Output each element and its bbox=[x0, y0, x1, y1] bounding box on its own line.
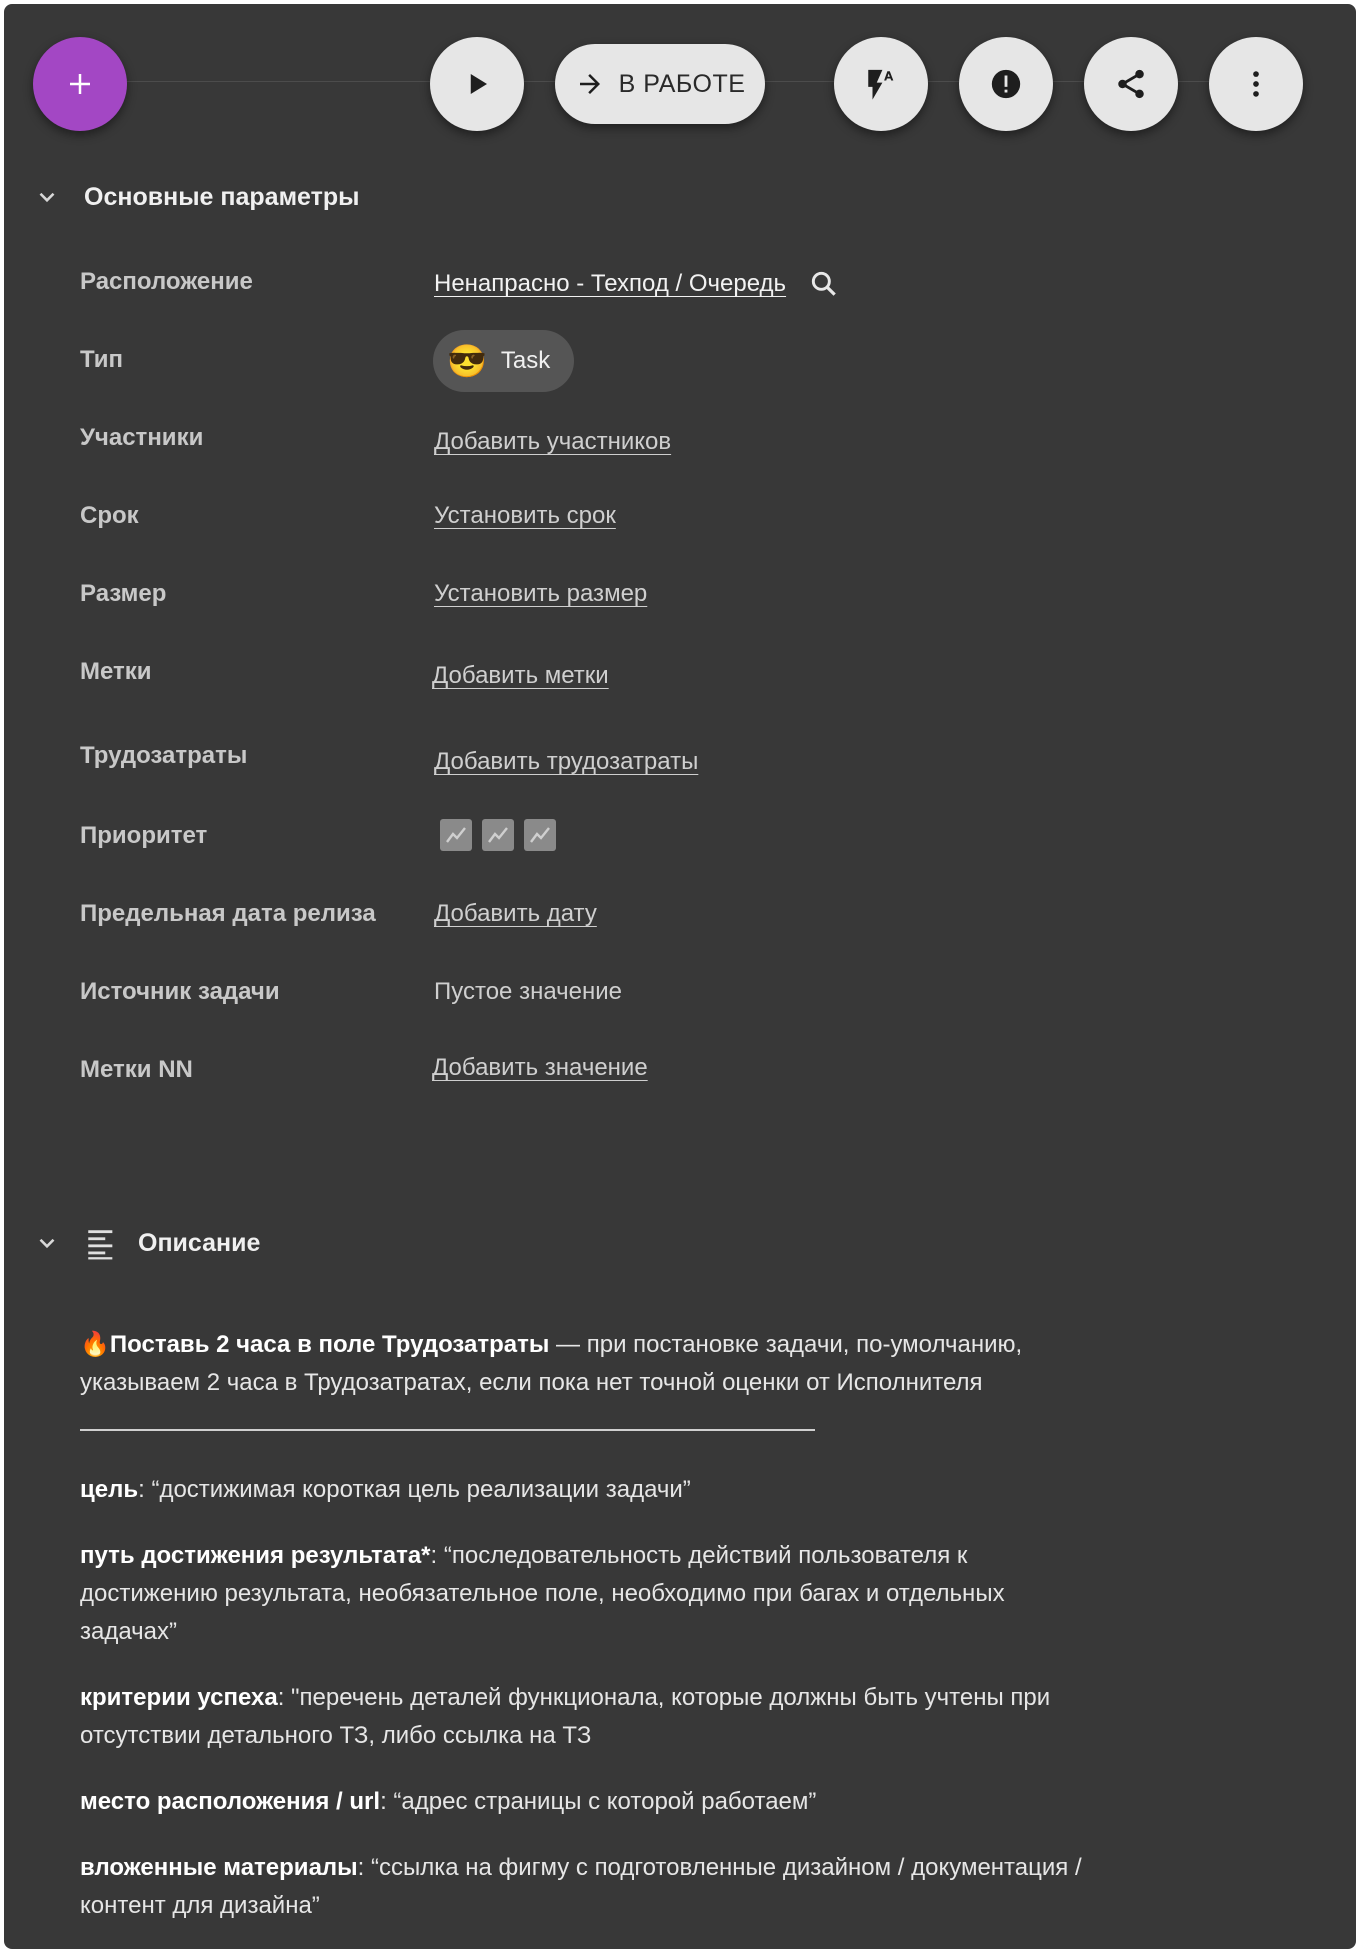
deadline-label: Срок bbox=[80, 502, 139, 529]
path-text-3: задачах” bbox=[80, 1618, 178, 1645]
source-label: Источник задачи bbox=[80, 978, 280, 1005]
url-text: : “адрес страницы с которой работаем” bbox=[380, 1788, 817, 1815]
url-line bbox=[80, 1783, 1280, 1821]
source-value[interactable]: Пустое значение bbox=[434, 978, 623, 1005]
arrow-right-icon bbox=[575, 69, 605, 99]
chevron-down-icon[interactable] bbox=[32, 1228, 62, 1258]
type-value: Task bbox=[500, 347, 551, 374]
add-button[interactable] bbox=[33, 37, 127, 131]
criteria-text-2: отсутствии детального ТЗ, либо ссылка на ТЗ bbox=[80, 1722, 592, 1749]
description-title: Описание bbox=[138, 1228, 261, 1257]
description-intro bbox=[80, 1326, 1280, 1402]
intro-text: — при постановке задачи, по-умолчанию, bbox=[549, 1331, 1023, 1358]
share-icon bbox=[1114, 67, 1148, 101]
add-effort-link[interactable]: Добавить трудозатраты bbox=[434, 748, 699, 775]
tags-label: Метки bbox=[80, 658, 152, 685]
more-button[interactable] bbox=[1209, 37, 1303, 131]
priority-label: Приоритет bbox=[80, 822, 208, 849]
location-label: Расположение bbox=[80, 268, 253, 295]
main-params-header[interactable] bbox=[32, 182, 360, 212]
intro-bold: Поставь 2 часа в поле Трудозатраты bbox=[109, 1331, 550, 1358]
path-block bbox=[80, 1537, 1280, 1651]
nn-tags-label: Метки NN bbox=[80, 1056, 193, 1083]
goal-text: : “достижимая короткая цель реализации задачи” bbox=[138, 1476, 691, 1503]
release-date-label: Предельная дата релиза bbox=[80, 900, 376, 927]
materials-key: вложенные материалы bbox=[80, 1854, 358, 1881]
search-icon[interactable] bbox=[808, 268, 840, 300]
goal-line bbox=[80, 1471, 1280, 1509]
share-button[interactable] bbox=[1084, 37, 1178, 131]
criteria-text: : "перечень деталей функционала, которые должны быть учтены при bbox=[277, 1684, 1051, 1711]
text-align-icon bbox=[84, 1226, 118, 1260]
participants-label: Участники bbox=[80, 424, 204, 451]
location-link[interactable]: Ненапрасно - Техпод / Очередь bbox=[434, 270, 787, 297]
materials-text-2: контент для дизайна” bbox=[80, 1892, 320, 1919]
description-header[interactable] bbox=[32, 1226, 260, 1260]
materials-block bbox=[80, 1849, 1280, 1925]
materials-text: : “ссылка на фигму с подготовленные дизайном / документация / bbox=[357, 1854, 1082, 1881]
intro-text-2: указываем 2 часа в Трудозатратах, если пока нет точной оценки от Исполнителя bbox=[80, 1369, 983, 1396]
priority-level-icon[interactable] bbox=[524, 819, 556, 851]
priority-level-icon[interactable] bbox=[440, 819, 472, 851]
criteria-key: критерии успеха bbox=[80, 1684, 278, 1711]
url-key: место расположения / url bbox=[80, 1788, 381, 1815]
chevron-down-icon[interactable] bbox=[32, 182, 62, 212]
add-tags-link[interactable]: Добавить метки bbox=[432, 662, 609, 689]
location-field bbox=[434, 268, 840, 300]
description-divider bbox=[80, 1429, 815, 1431]
alert-button[interactable] bbox=[959, 37, 1053, 131]
add-value-link[interactable]: Добавить значение bbox=[432, 1054, 648, 1081]
play-icon bbox=[462, 69, 492, 99]
set-deadline-link[interactable]: Установить срок bbox=[434, 502, 616, 529]
type-label: Тип bbox=[80, 346, 123, 373]
criteria-block bbox=[80, 1679, 1280, 1755]
path-text: : “последовательность действий пользователя к bbox=[430, 1542, 968, 1569]
goal-key: цель bbox=[80, 1476, 139, 1503]
set-size-link[interactable]: Установить размер bbox=[434, 580, 648, 607]
plus-icon bbox=[65, 69, 95, 99]
more-vertical-icon bbox=[1239, 67, 1273, 101]
path-text-2: достижению результата, необязательное поле, необходимо при багах и отдельных bbox=[80, 1580, 1005, 1607]
alert-circle-icon bbox=[989, 67, 1023, 101]
size-label: Размер bbox=[80, 580, 167, 607]
play-button[interactable] bbox=[430, 37, 524, 131]
add-participants-link[interactable]: Добавить участников bbox=[434, 428, 672, 455]
status-button[interactable] bbox=[555, 44, 765, 124]
flash-auto-button[interactable] bbox=[834, 37, 928, 131]
priority-level-icon[interactable] bbox=[482, 819, 514, 851]
add-date-link[interactable]: Добавить дату bbox=[434, 900, 597, 927]
type-chip[interactable] bbox=[433, 330, 574, 392]
fire-emoji-icon: 🔥 bbox=[80, 1331, 110, 1358]
task-panel bbox=[4, 4, 1356, 1949]
effort-label: Трудозатраты bbox=[80, 742, 248, 769]
sunglasses-emoji-icon: 😎 bbox=[447, 343, 487, 379]
priority-selector[interactable] bbox=[440, 819, 556, 851]
main-params-title: Основные параметры bbox=[84, 182, 360, 211]
path-key: путь достижения результата* bbox=[80, 1542, 431, 1569]
toolbar bbox=[4, 4, 1356, 164]
status-label: В РАБОТЕ bbox=[618, 69, 746, 98]
flash-auto-icon bbox=[864, 67, 898, 101]
